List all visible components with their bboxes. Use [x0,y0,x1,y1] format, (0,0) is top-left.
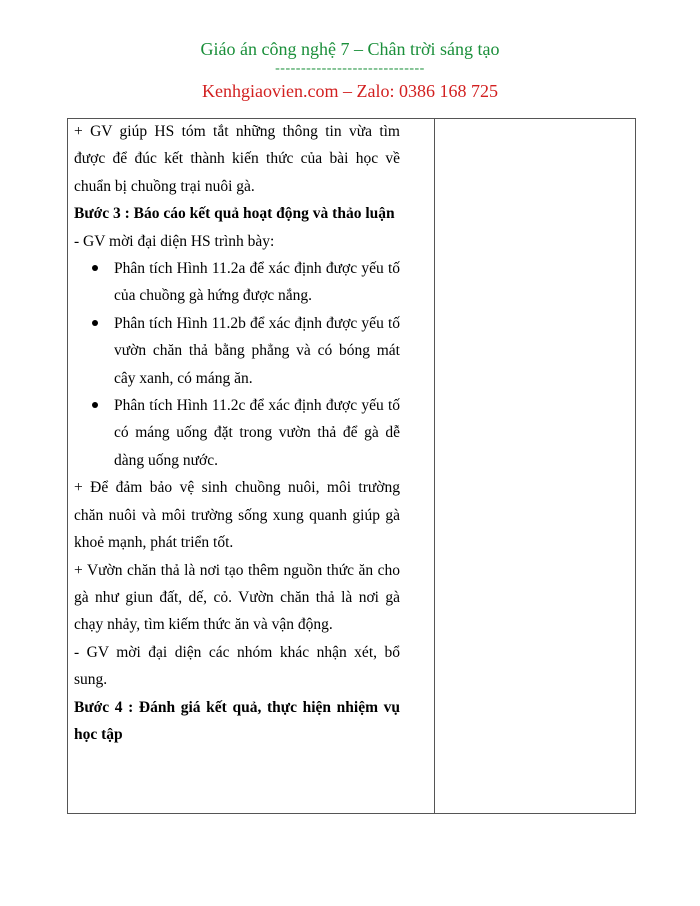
paragraph-invite: - GV mời đại diện HS trình bày: [74,232,275,250]
header-title: Giáo án công nghệ 7 – Chân trời sáng tạo [200,39,500,59]
paragraph-feedback: - GV mời đại diện các nhóm khác nhận xét, bổ sung. [74,643,400,689]
paragraph-summary: + GV giúp HS tóm tắt những thông tin vừa tìm được để đúc kết thành kiến thức của bài học về chuẩn bị chuồng trại nuôi gà. [74,123,400,195]
lesson-table-cell [74,118,400,748]
page-header [0,38,700,102]
paragraph-hygiene: + Để đảm bảo vệ sinh chuồng nuôi, môi trường chăn nuôi và môi trường sống xung quanh giúp gà khoẻ mạnh, phát triển tốt. [74,479,400,552]
paragraph-garden: + Vườn chăn thả là nơi tạo thêm nguồn thức ăn cho gà như giun đất, dế, cỏ. Vườn chăn thả là nơi gà chạy nhảy, tìm kiếm thức ăn và vận động. [74,561,400,634]
header-subtitle: Kenhgiaovien.com – Zalo: 0386 168 725 [202,81,498,101]
list-item: Phân tích Hình 11.2b để xác định được yếu tố vườn chăn thả bằng phẳng và có bóng mát cây xanh, có máng ăn. [114,310,400,392]
step4-heading: Bước 4 : Đánh giá kết quả, thực hiện nhiệm vụ học tập [74,698,400,743]
list-item: Phân tích Hình 11.2c để xác định được yếu tố có máng uống đặt trong vườn thả để gà dễ dàng uống nước. [114,392,400,474]
step3-heading: Bước 3 : Báo cáo kết quả hoạt động và thảo luận [74,205,395,223]
lesson-table-right-column [408,118,636,814]
header-divider: ----------------------------- [275,61,425,76]
list-item: Phân tích Hình 11.2a để xác định được yếu tố của chuồng gà hứng được nắng. [114,255,400,310]
analysis-list [74,255,400,474]
